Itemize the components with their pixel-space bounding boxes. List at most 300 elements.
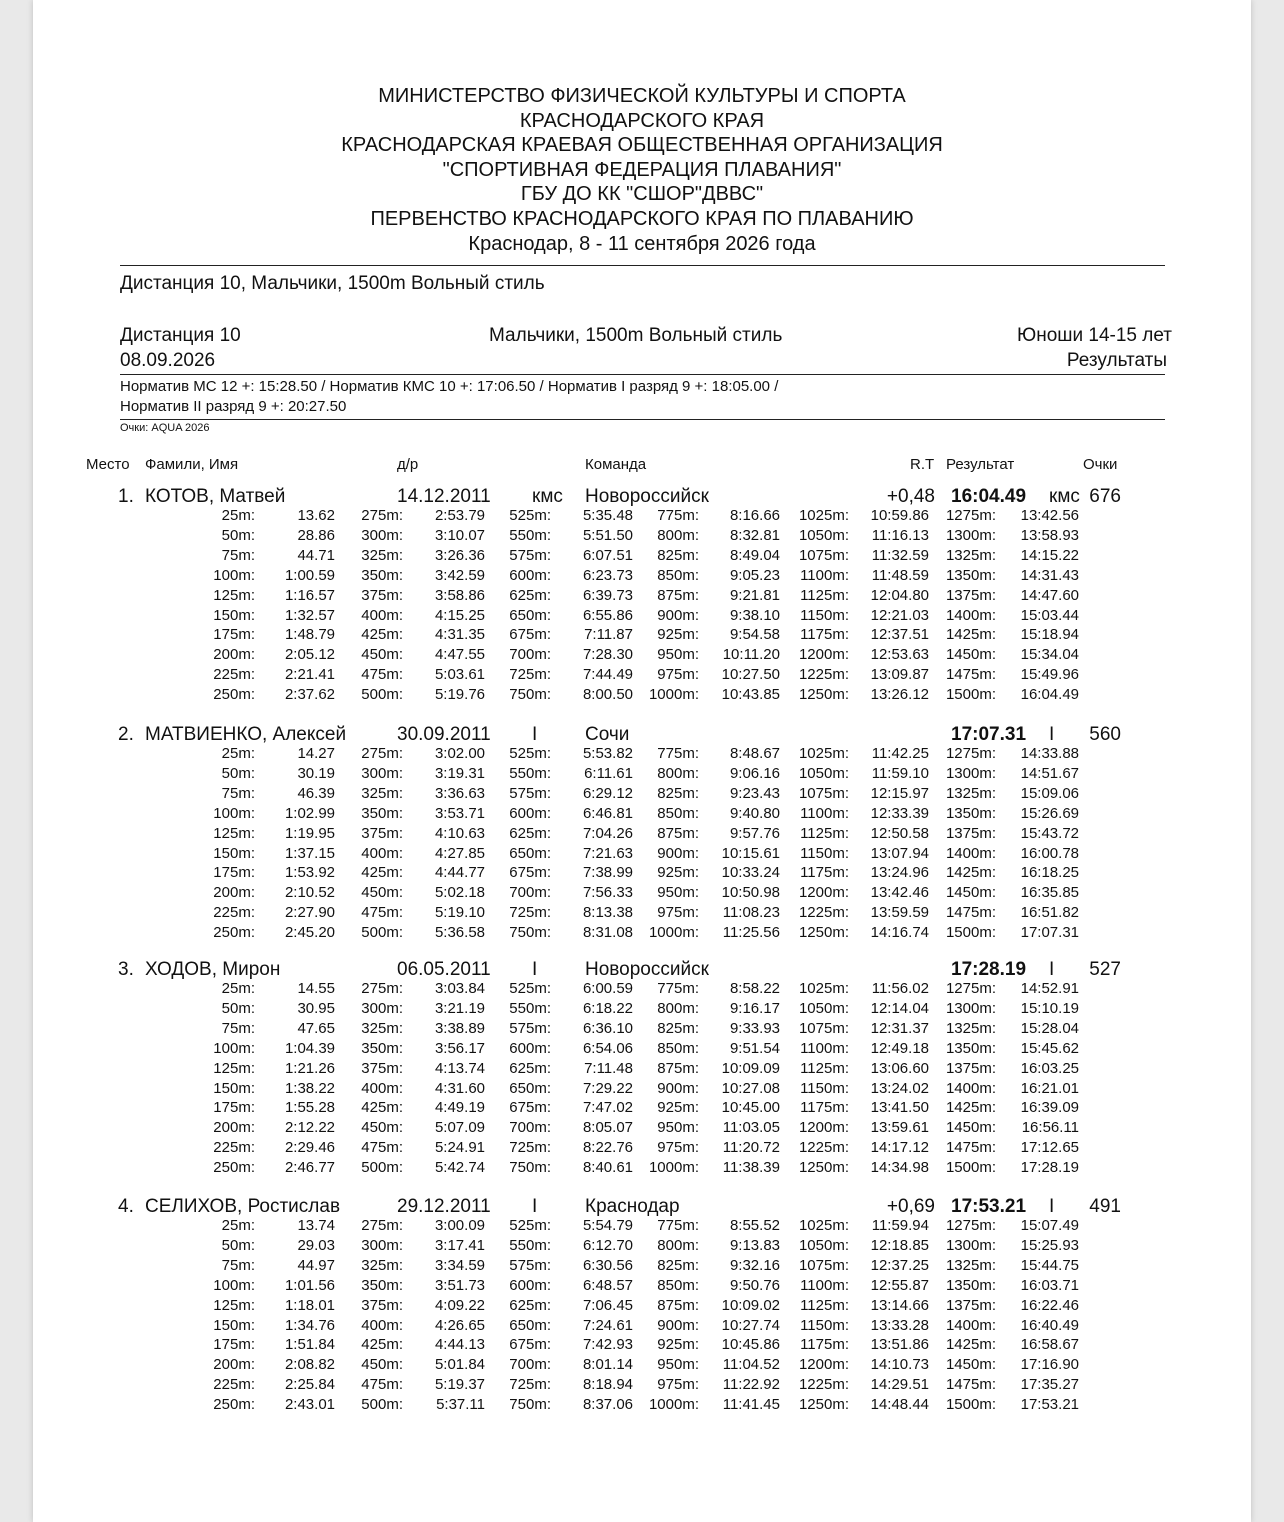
split-distance: 475m: (361, 1139, 403, 1157)
split-distance: 1225m: (798, 1376, 849, 1394)
split-distance: 525m: (509, 745, 551, 762)
split-distance: 600m: (509, 1039, 551, 1057)
split-distance: 175m: (213, 1099, 255, 1117)
split-distance: 1025m: (798, 1217, 849, 1234)
split-time: 16:03.71 (1020, 1276, 1079, 1294)
split-time: 5:35.48 (582, 507, 633, 524)
athlete-team: Краснодар (585, 1196, 680, 1217)
split-time: 16:21.01 (1020, 1079, 1079, 1097)
split-time: 4:31.60 (434, 1079, 485, 1097)
split-distance: 650m: (509, 606, 551, 624)
split-time: 6:48.57 (582, 1276, 633, 1294)
standards-line-2: Норматив II разряд 9 +: 20:27.50 (120, 398, 347, 415)
split-distance: 300m: (361, 1236, 403, 1254)
split-distance: 1200m: (798, 1356, 849, 1374)
split-time: 16:18.25 (1020, 864, 1079, 882)
split-distance: 175m: (213, 864, 255, 882)
split-time: 11:59.94 (871, 1217, 929, 1234)
split-distance: 1050m: (798, 526, 849, 544)
split-time: 3:58.86 (434, 586, 485, 604)
split-time: 44.97 (297, 1256, 335, 1274)
split-time: 10:27.50 (721, 666, 780, 684)
split-time: 14:29.51 (870, 1376, 929, 1394)
split-time: 15:10.19 (1020, 999, 1079, 1017)
result-rank: кмс (1049, 486, 1080, 507)
split-time: 6:54.06 (582, 1039, 633, 1057)
split-distance: 1100m: (800, 566, 849, 584)
split-time: 8:16.66 (729, 507, 780, 524)
split-distance: 1300m: (945, 1236, 996, 1254)
split-time: 12:49.18 (870, 1039, 929, 1057)
split-time: 8:22.76 (582, 1139, 633, 1157)
split-time: 6:23.73 (582, 566, 633, 584)
split-row (0, 1080, 1284, 1098)
points-note: Очки: AQUA 2026 (120, 422, 210, 434)
split-distance: 1175m: (800, 1099, 849, 1117)
athlete-rank: I (532, 724, 538, 745)
split-distance: 1275m: (945, 1217, 996, 1234)
athlete-team: Новороссийск (585, 486, 709, 507)
split-time: 6:00.59 (582, 980, 633, 997)
split-distance: 100m: (213, 566, 255, 584)
split-distance: 1150m: (800, 1079, 849, 1097)
split-distance: 925m: (657, 626, 699, 644)
split-time: 13:33.28 (870, 1316, 929, 1334)
split-distance: 1300m: (945, 526, 996, 544)
split-distance: 1500m: (945, 686, 996, 704)
split-time: 1:48.79 (284, 626, 335, 644)
split-time: 17:07.31 (1020, 924, 1079, 942)
column-header-rt: R.T (910, 456, 935, 473)
split-time: 12:55.87 (870, 1276, 929, 1294)
split-distance: 1200m: (798, 884, 849, 902)
split-distance: 225m: (213, 1376, 255, 1394)
split-time: 1:51.84 (284, 1336, 335, 1354)
split-time: 3:38.89 (434, 1019, 485, 1037)
header-line-region: КРАСНОДАРСКОГО КРАЯ (519, 109, 765, 132)
split-time: 12:31.37 (870, 1019, 929, 1037)
split-distance: 600m: (509, 566, 551, 584)
split-time: 14:31.43 (1020, 566, 1079, 584)
split-distance: 275m: (361, 1217, 403, 1234)
split-row (0, 587, 1284, 605)
split-distance: 775m: (657, 1217, 699, 1234)
split-time: 9:50.76 (729, 1276, 780, 1294)
split-time: 17:35.27 (1020, 1376, 1079, 1394)
split-time: 6:29.12 (582, 784, 633, 802)
split-distance: 75m: (221, 1256, 255, 1274)
split-time: 7:28.30 (582, 646, 633, 664)
split-distance: 1325m: (945, 1256, 996, 1274)
split-time: 8:31.08 (582, 924, 633, 942)
split-distance: 1475m: (945, 666, 996, 684)
split-time: 9:57.76 (729, 824, 780, 842)
split-distance: 600m: (509, 804, 551, 822)
split-distance: 1125m: (800, 1059, 849, 1077)
split-distance: 125m: (213, 1296, 255, 1314)
split-distance: 375m: (361, 1296, 403, 1314)
split-time: 12:14.04 (870, 999, 929, 1017)
split-time: 11:42.25 (871, 745, 929, 762)
event-title: Дистанция 10, Мальчики, 1500m Вольный стиль (120, 273, 545, 294)
split-time: 10:50.98 (721, 884, 780, 902)
split-distance: 825m: (657, 784, 699, 802)
split-time: 13:59.61 (870, 1119, 929, 1137)
result-points: 560 (1089, 724, 1121, 745)
split-distance: 675m: (509, 1099, 551, 1117)
split-distance: 1075m: (798, 546, 849, 564)
event-status: Результаты (1066, 350, 1167, 371)
split-distance: 1150m: (800, 844, 849, 862)
split-distance: 300m: (361, 526, 403, 544)
split-row (0, 980, 1284, 998)
split-time: 16:22.46 (1020, 1296, 1079, 1314)
split-distance: 1400m: (945, 844, 996, 862)
reaction-time: +0,48 (886, 486, 935, 507)
split-distance: 1075m: (798, 784, 849, 802)
split-time: 13.62 (297, 507, 335, 524)
split-row (0, 567, 1284, 585)
split-distance: 950m: (657, 1356, 699, 1374)
split-time: 11:16.13 (871, 526, 929, 544)
header-line-location-dates: Краснодар, 8 - 11 сентября 2026 года (468, 232, 816, 255)
split-time: 10:43.85 (721, 686, 780, 704)
split-distance: 275m: (361, 745, 403, 762)
split-distance: 575m: (509, 784, 551, 802)
split-time: 13:14.66 (870, 1296, 929, 1314)
split-time: 8:58.22 (729, 980, 780, 997)
split-distance: 250m: (213, 686, 255, 704)
split-distance: 1500m: (945, 924, 996, 942)
split-time: 10:15.61 (721, 844, 780, 862)
split-distance: 125m: (213, 1059, 255, 1077)
split-distance: 1300m: (945, 764, 996, 782)
split-distance: 450m: (361, 646, 403, 664)
split-distance: 750m: (509, 1396, 551, 1414)
athlete-dob: 29.12.2011 (397, 1196, 491, 1217)
split-time: 4:44.13 (434, 1336, 485, 1354)
split-time: 15:09.06 (1020, 784, 1079, 802)
split-time: 1:53.92 (284, 864, 335, 882)
split-distance: 525m: (509, 507, 551, 524)
split-distance: 1075m: (798, 1256, 849, 1274)
split-time: 4:13.74 (434, 1059, 485, 1077)
split-distance: 25m: (221, 507, 255, 524)
split-time: 5:01.84 (434, 1356, 485, 1374)
split-distance: 225m: (213, 1139, 255, 1157)
split-distance: 200m: (213, 884, 255, 902)
split-time: 2:05.12 (284, 646, 335, 664)
split-distance: 875m: (657, 1059, 699, 1077)
split-distance: 150m: (213, 844, 255, 862)
split-distance: 150m: (213, 1316, 255, 1334)
split-distance: 1450m: (945, 1356, 996, 1374)
result-place: 3. (118, 959, 134, 980)
split-distance: 925m: (657, 864, 699, 882)
split-distance: 1375m: (945, 1059, 996, 1077)
split-time: 4:10.63 (434, 824, 485, 842)
split-row (0, 646, 1284, 664)
split-distance: 1475m: (945, 1376, 996, 1394)
split-time: 15:26.69 (1020, 804, 1079, 822)
split-distance: 1500m: (945, 1396, 996, 1414)
split-distance: 1050m: (798, 1236, 849, 1254)
split-distance: 1125m: (800, 586, 849, 604)
split-time: 4:31.35 (434, 626, 485, 644)
column-header-result: Результат (946, 456, 1015, 473)
split-distance: 150m: (213, 606, 255, 624)
split-time: 15:28.04 (1020, 1019, 1079, 1037)
split-time: 8:48.67 (729, 745, 780, 762)
split-distance: 125m: (213, 824, 255, 842)
split-distance: 625m: (509, 586, 551, 604)
split-time: 13:42.46 (870, 884, 929, 902)
split-distance: 1000m: (648, 1159, 699, 1177)
split-distance: 100m: (213, 804, 255, 822)
split-distance: 400m: (361, 1316, 403, 1334)
reaction-time: +0,69 (886, 1196, 935, 1217)
split-distance: 275m: (361, 507, 403, 524)
split-time: 13:51.86 (870, 1336, 929, 1354)
split-distance: 475m: (361, 904, 403, 922)
split-distance: 875m: (657, 824, 699, 842)
result-points: 676 (1089, 486, 1121, 507)
split-time: 3:10.07 (434, 526, 485, 544)
split-distance: 500m: (361, 686, 403, 704)
split-time: 30.95 (297, 999, 335, 1017)
split-distance: 975m: (657, 1376, 699, 1394)
split-time: 8:05.07 (582, 1119, 633, 1137)
split-distance: 1100m: (800, 1039, 849, 1057)
split-distance: 1125m: (800, 1296, 849, 1314)
split-time: 14.27 (297, 745, 335, 762)
split-time: 2:10.52 (284, 884, 335, 902)
split-distance: 800m: (657, 999, 699, 1017)
split-distance: 50m: (221, 1236, 255, 1254)
result-points: 527 (1089, 959, 1121, 980)
split-distance: 50m: (221, 999, 255, 1017)
split-time: 46.39 (297, 784, 335, 802)
split-time: 9:13.83 (729, 1236, 780, 1254)
split-distance: 225m: (213, 666, 255, 684)
split-distance: 550m: (509, 764, 551, 782)
split-time: 12:21.03 (870, 606, 929, 624)
result-rank: I (1049, 1196, 1055, 1217)
split-distance: 1000m: (648, 686, 699, 704)
event-age-group: Юноши 14-15 лет (1017, 325, 1172, 346)
split-time: 5:19.10 (434, 904, 485, 922)
header-line-championship: ПЕРВЕНСТВО КРАСНОДАРСКОГО КРАЯ ПО ПЛАВАНИЮ (370, 207, 914, 230)
split-distance: 375m: (361, 1059, 403, 1077)
split-distance: 1450m: (945, 646, 996, 664)
split-distance: 1350m: (945, 804, 996, 822)
split-distance: 1250m: (798, 1159, 849, 1177)
split-distance: 775m: (657, 507, 699, 524)
result-place: 1. (118, 486, 134, 507)
split-time: 17:16.90 (1020, 1356, 1079, 1374)
split-distance: 1425m: (945, 1099, 996, 1117)
split-distance: 575m: (509, 1019, 551, 1037)
split-distance: 475m: (361, 666, 403, 684)
split-row (0, 1159, 1284, 1177)
split-time: 3:42.59 (434, 566, 485, 584)
split-distance: 1400m: (945, 606, 996, 624)
split-row (0, 607, 1284, 625)
split-time: 3:03.84 (434, 980, 485, 997)
split-distance: 875m: (657, 586, 699, 604)
split-time: 9:51.54 (729, 1039, 780, 1057)
split-time: 11:25.56 (722, 924, 780, 942)
split-distance: 850m: (657, 1276, 699, 1294)
split-distance: 425m: (361, 1336, 403, 1354)
athlete-team: Сочи (585, 724, 630, 745)
split-time: 5:42.74 (434, 1159, 485, 1177)
split-time: 16:39.09 (1020, 1099, 1079, 1117)
split-distance: 725m: (509, 1139, 551, 1157)
split-time: 5:51.50 (582, 526, 633, 544)
split-distance: 250m: (213, 1396, 255, 1414)
split-time: 11:08.23 (722, 904, 780, 922)
split-row (0, 1020, 1284, 1038)
split-row (0, 924, 1284, 942)
split-distance: 850m: (657, 1039, 699, 1057)
split-distance: 1275m: (945, 745, 996, 762)
split-time: 14:10.73 (870, 1356, 929, 1374)
split-row (0, 507, 1284, 525)
split-time: 1:34.76 (284, 1316, 335, 1334)
split-distance: 1025m: (798, 980, 849, 997)
split-distance: 425m: (361, 626, 403, 644)
split-distance: 75m: (221, 1019, 255, 1037)
split-time: 14:33.88 (1020, 745, 1079, 762)
split-time: 9:23.43 (729, 784, 780, 802)
split-time: 7:47.02 (582, 1099, 633, 1117)
split-distance: 725m: (509, 1376, 551, 1394)
split-distance: 925m: (657, 1336, 699, 1354)
split-distance: 1250m: (798, 686, 849, 704)
split-time: 7:56.33 (582, 884, 633, 902)
split-row (0, 1237, 1284, 1255)
split-time: 16:58.67 (1020, 1336, 1079, 1354)
split-time: 8:40.61 (582, 1159, 633, 1177)
split-distance: 1225m: (798, 1139, 849, 1157)
split-time: 6:12.70 (582, 1236, 633, 1254)
split-distance: 400m: (361, 606, 403, 624)
split-time: 3:21.19 (434, 999, 485, 1017)
split-time: 12:33.39 (870, 804, 929, 822)
split-distance: 550m: (509, 526, 551, 544)
split-time: 14.55 (297, 980, 335, 997)
split-time: 9:38.10 (729, 606, 780, 624)
split-distance: 1500m: (945, 1159, 996, 1177)
split-distance: 600m: (509, 1276, 551, 1294)
split-distance: 1175m: (800, 626, 849, 644)
split-time: 6:36.10 (582, 1019, 633, 1037)
split-distance: 425m: (361, 1099, 403, 1117)
split-row (0, 1297, 1284, 1315)
column-header-name: Фамили, Имя (145, 456, 239, 473)
split-time: 16:40.49 (1020, 1316, 1079, 1334)
split-distance: 750m: (509, 924, 551, 942)
split-time: 10:11.20 (722, 646, 780, 664)
split-time: 9:40.80 (729, 804, 780, 822)
split-time: 13:59.59 (870, 904, 929, 922)
split-distance: 825m: (657, 546, 699, 564)
split-time: 12:50.58 (870, 824, 929, 842)
split-time: 15:25.93 (1020, 1236, 1079, 1254)
split-row (0, 1217, 1284, 1235)
split-time: 1:02.99 (284, 804, 335, 822)
split-row (0, 1317, 1284, 1335)
split-time: 47.65 (297, 1019, 335, 1037)
split-time: 2:27.90 (284, 904, 335, 922)
split-row (0, 1000, 1284, 1018)
split-time: 2:53.79 (434, 507, 485, 524)
split-time: 29.03 (297, 1236, 335, 1254)
split-time: 8:00.50 (582, 686, 633, 704)
split-distance: 50m: (221, 764, 255, 782)
column-header-dob: д/р (397, 456, 419, 473)
split-time: 3:34.59 (434, 1256, 485, 1274)
split-distance: 25m: (221, 1217, 255, 1234)
split-time: 4:47.55 (434, 646, 485, 664)
split-distance: 350m: (361, 804, 403, 822)
split-time: 7:11.48 (584, 1059, 633, 1077)
split-time: 8:37.06 (582, 1396, 633, 1414)
split-distance: 375m: (361, 586, 403, 604)
split-distance: 825m: (657, 1256, 699, 1274)
split-distance: 1450m: (945, 1119, 996, 1137)
result-time: 16:04.49 (951, 486, 1027, 507)
split-time: 15:44.75 (1020, 1256, 1079, 1274)
split-distance: 1425m: (945, 1336, 996, 1354)
split-time: 5:07.09 (434, 1119, 485, 1137)
split-time: 1:16.57 (284, 586, 335, 604)
split-distance: 825m: (657, 1019, 699, 1037)
split-time: 3:26.36 (434, 546, 485, 564)
split-time: 10:45.00 (721, 1099, 780, 1117)
athlete-rank: I (532, 1196, 538, 1217)
split-row (0, 1139, 1284, 1157)
split-distance: 925m: (657, 1099, 699, 1117)
split-row (0, 1060, 1284, 1078)
split-time: 1:01.56 (284, 1276, 335, 1294)
split-time: 16:35.85 (1020, 884, 1079, 902)
split-distance: 1350m: (945, 1039, 996, 1057)
split-time: 8:49.04 (729, 546, 780, 564)
split-distance: 575m: (509, 1256, 551, 1274)
split-time: 9:32.16 (729, 1256, 780, 1274)
split-distance: 1050m: (798, 999, 849, 1017)
split-row (0, 547, 1284, 565)
split-distance: 1050m: (798, 764, 849, 782)
split-distance: 175m: (213, 1336, 255, 1354)
split-distance: 500m: (361, 1159, 403, 1177)
event-name: Мальчики, 1500m Вольный стиль (489, 325, 783, 346)
split-distance: 750m: (509, 1159, 551, 1177)
split-time: 16:03.25 (1020, 1059, 1079, 1077)
split-time: 13:42.56 (1020, 507, 1079, 524)
split-distance: 1100m: (800, 804, 849, 822)
split-time: 13:24.02 (870, 1079, 929, 1097)
split-time: 11:04.52 (722, 1356, 780, 1374)
split-time: 1:55.28 (284, 1099, 335, 1117)
split-time: 10:33.24 (721, 864, 780, 882)
split-distance: 1425m: (945, 864, 996, 882)
split-time: 7:21.63 (582, 844, 633, 862)
split-distance: 200m: (213, 1356, 255, 1374)
split-time: 6:07.51 (582, 546, 633, 564)
